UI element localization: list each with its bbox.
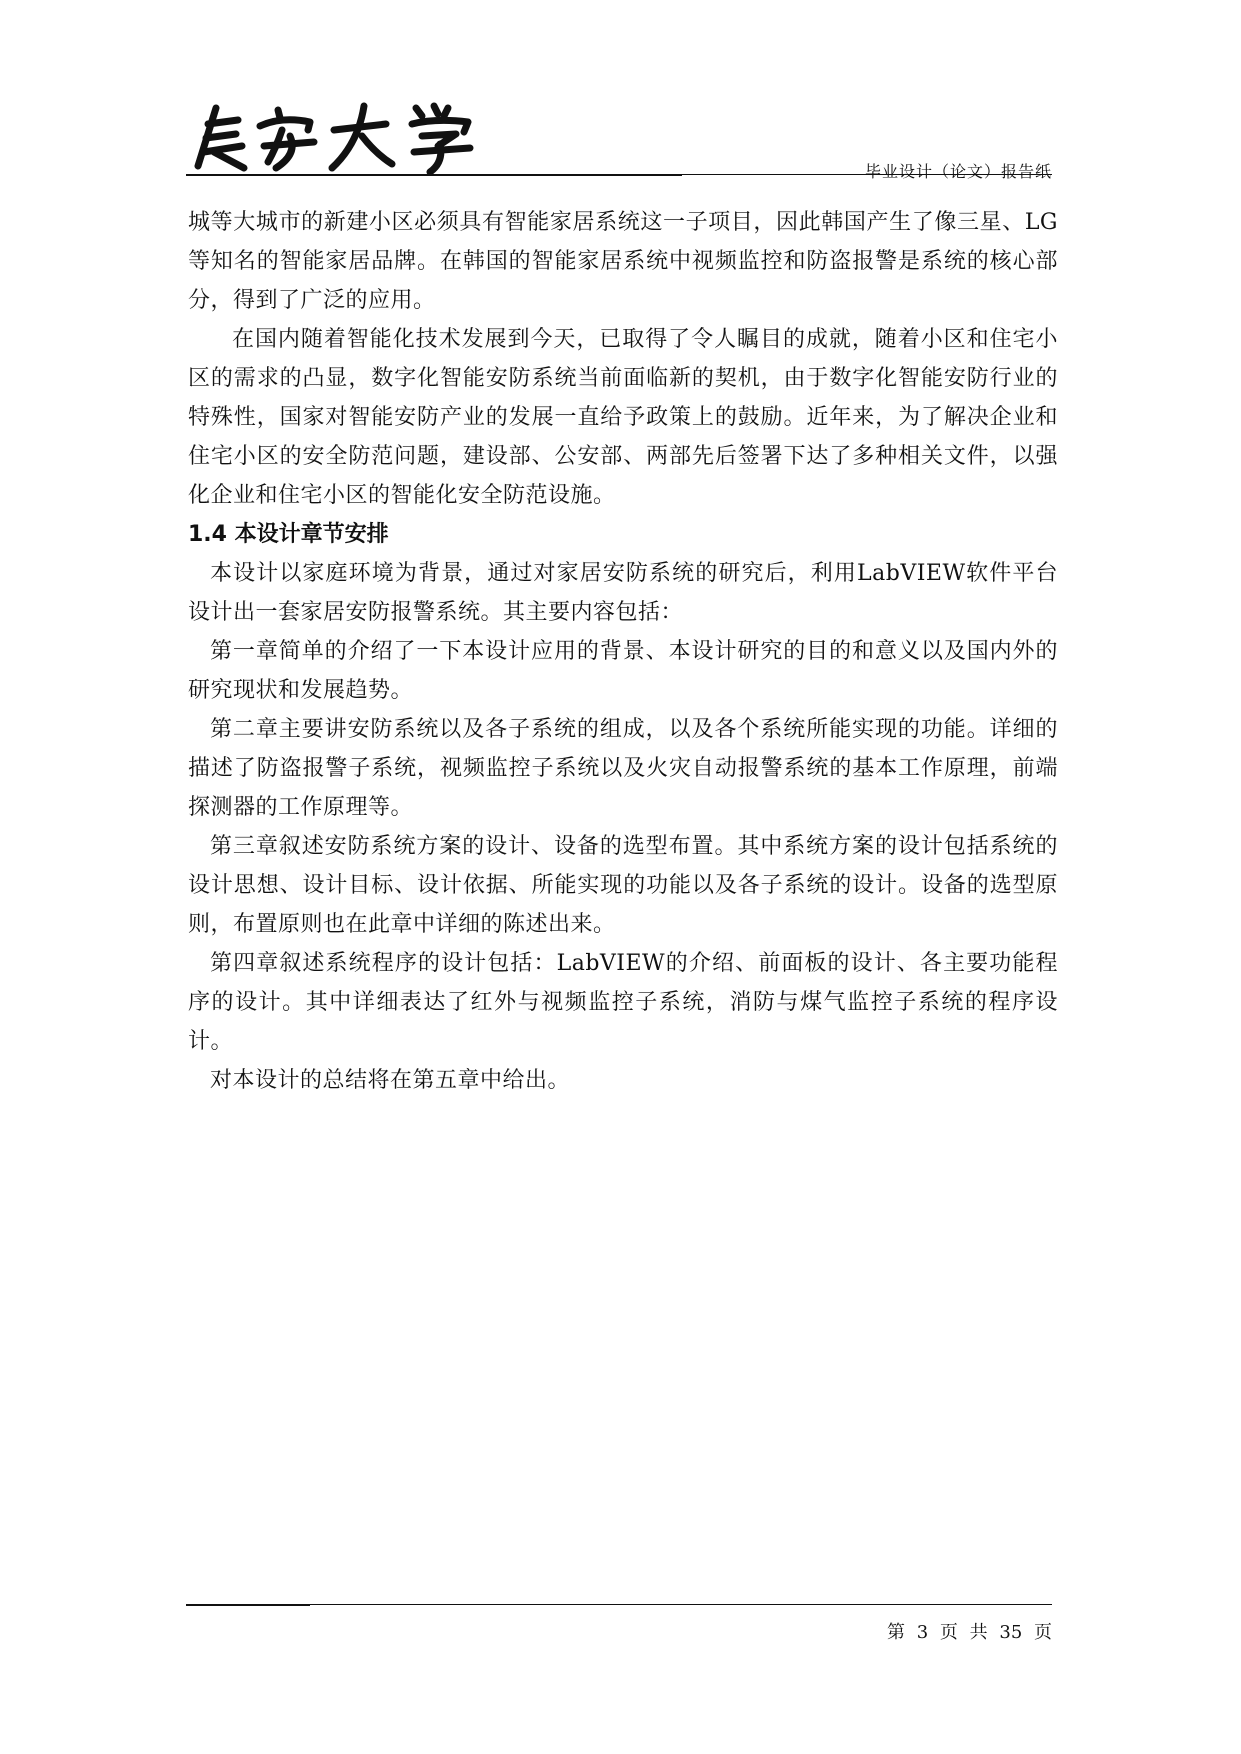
body-paragraph: 在国内随着智能化技术发展到今天，已取得了令人瞩目的成就，随着小区和住宅小区的需求的凸显，数字化智能安防系统当前面临新的契机，由于数字化智能安防行业的特殊性，国家对智能安防产业的发展一直给予政策上的鼓励。近年来，为了解决企业和住宅小区的安全防范问题，建设部、公安部、两部先后签署下达了多种相关文件，以强化企业和住宅小区的智能化安全防范设施。 xyxy=(188,327,1058,508)
university-logo xyxy=(186,96,486,174)
page-number: 第 3 页 共 35 页 xyxy=(887,1622,1052,1643)
footer-rule-thin xyxy=(310,1604,1052,1605)
section-paragraph: 第四章叙述系统程序的设计包括：LabVIEW的介绍、前面板的设计、各主要功能程序的设计。其中详细表达了红外与视频监控子系统，消防与煤气监控子系统的程序设计。 xyxy=(188,951,1058,1054)
section-paragraph: 第二章主要讲安防系统以及各子系统的组成，以及各个系统所能实现的功能。详细的描述了防盗报警子系统，视频监控子系统以及火灾自动报警系统的基本工作原理，前端探测器的工作原理等。 xyxy=(188,717,1058,820)
page-body xyxy=(188,203,1058,1100)
section-paragraph: 第三章叙述安防系统方案的设计、设备的选型布置。其中系统方案的设计包括系统的设计思想、设计目标、设计依据、所能实现的功能以及各子系统的设计。设备的选型原则，布置原则也在此章中详细的陈述出来。 xyxy=(188,834,1058,937)
body-paragraph: 城等大城市的新建小区必须具有智能家居系统这一子项目，因此韩国产生了像三星、LG等知名的智能家居品牌。在韩国的智能家居系统中视频监控和防盗报警是系统的核心部分，得到了广泛的应用。 xyxy=(188,210,1058,313)
header-caption: 毕业设计（论文）报告纸 xyxy=(864,162,1052,181)
logo-text xyxy=(186,96,450,174)
footer-rule-thick xyxy=(186,1604,310,1606)
section-paragraph: 对本设计的总结将在第五章中给出。 xyxy=(210,1068,571,1093)
section-paragraph: 本设计以家庭环境为背景，通过对家居安防系统的研究后，利用LabVIEW软件平台设计出一套家居安防报警系统。其主要内容包括： xyxy=(188,561,1058,625)
header-rule-thick xyxy=(186,174,682,176)
section-paragraph: 第一章简单的介绍了一下本设计应用的背景、本设计研究的目的和意义以及国内外的研究现状和发展趋势。 xyxy=(188,639,1058,703)
section-heading: 1.4 本设计章节安排 xyxy=(188,522,389,547)
